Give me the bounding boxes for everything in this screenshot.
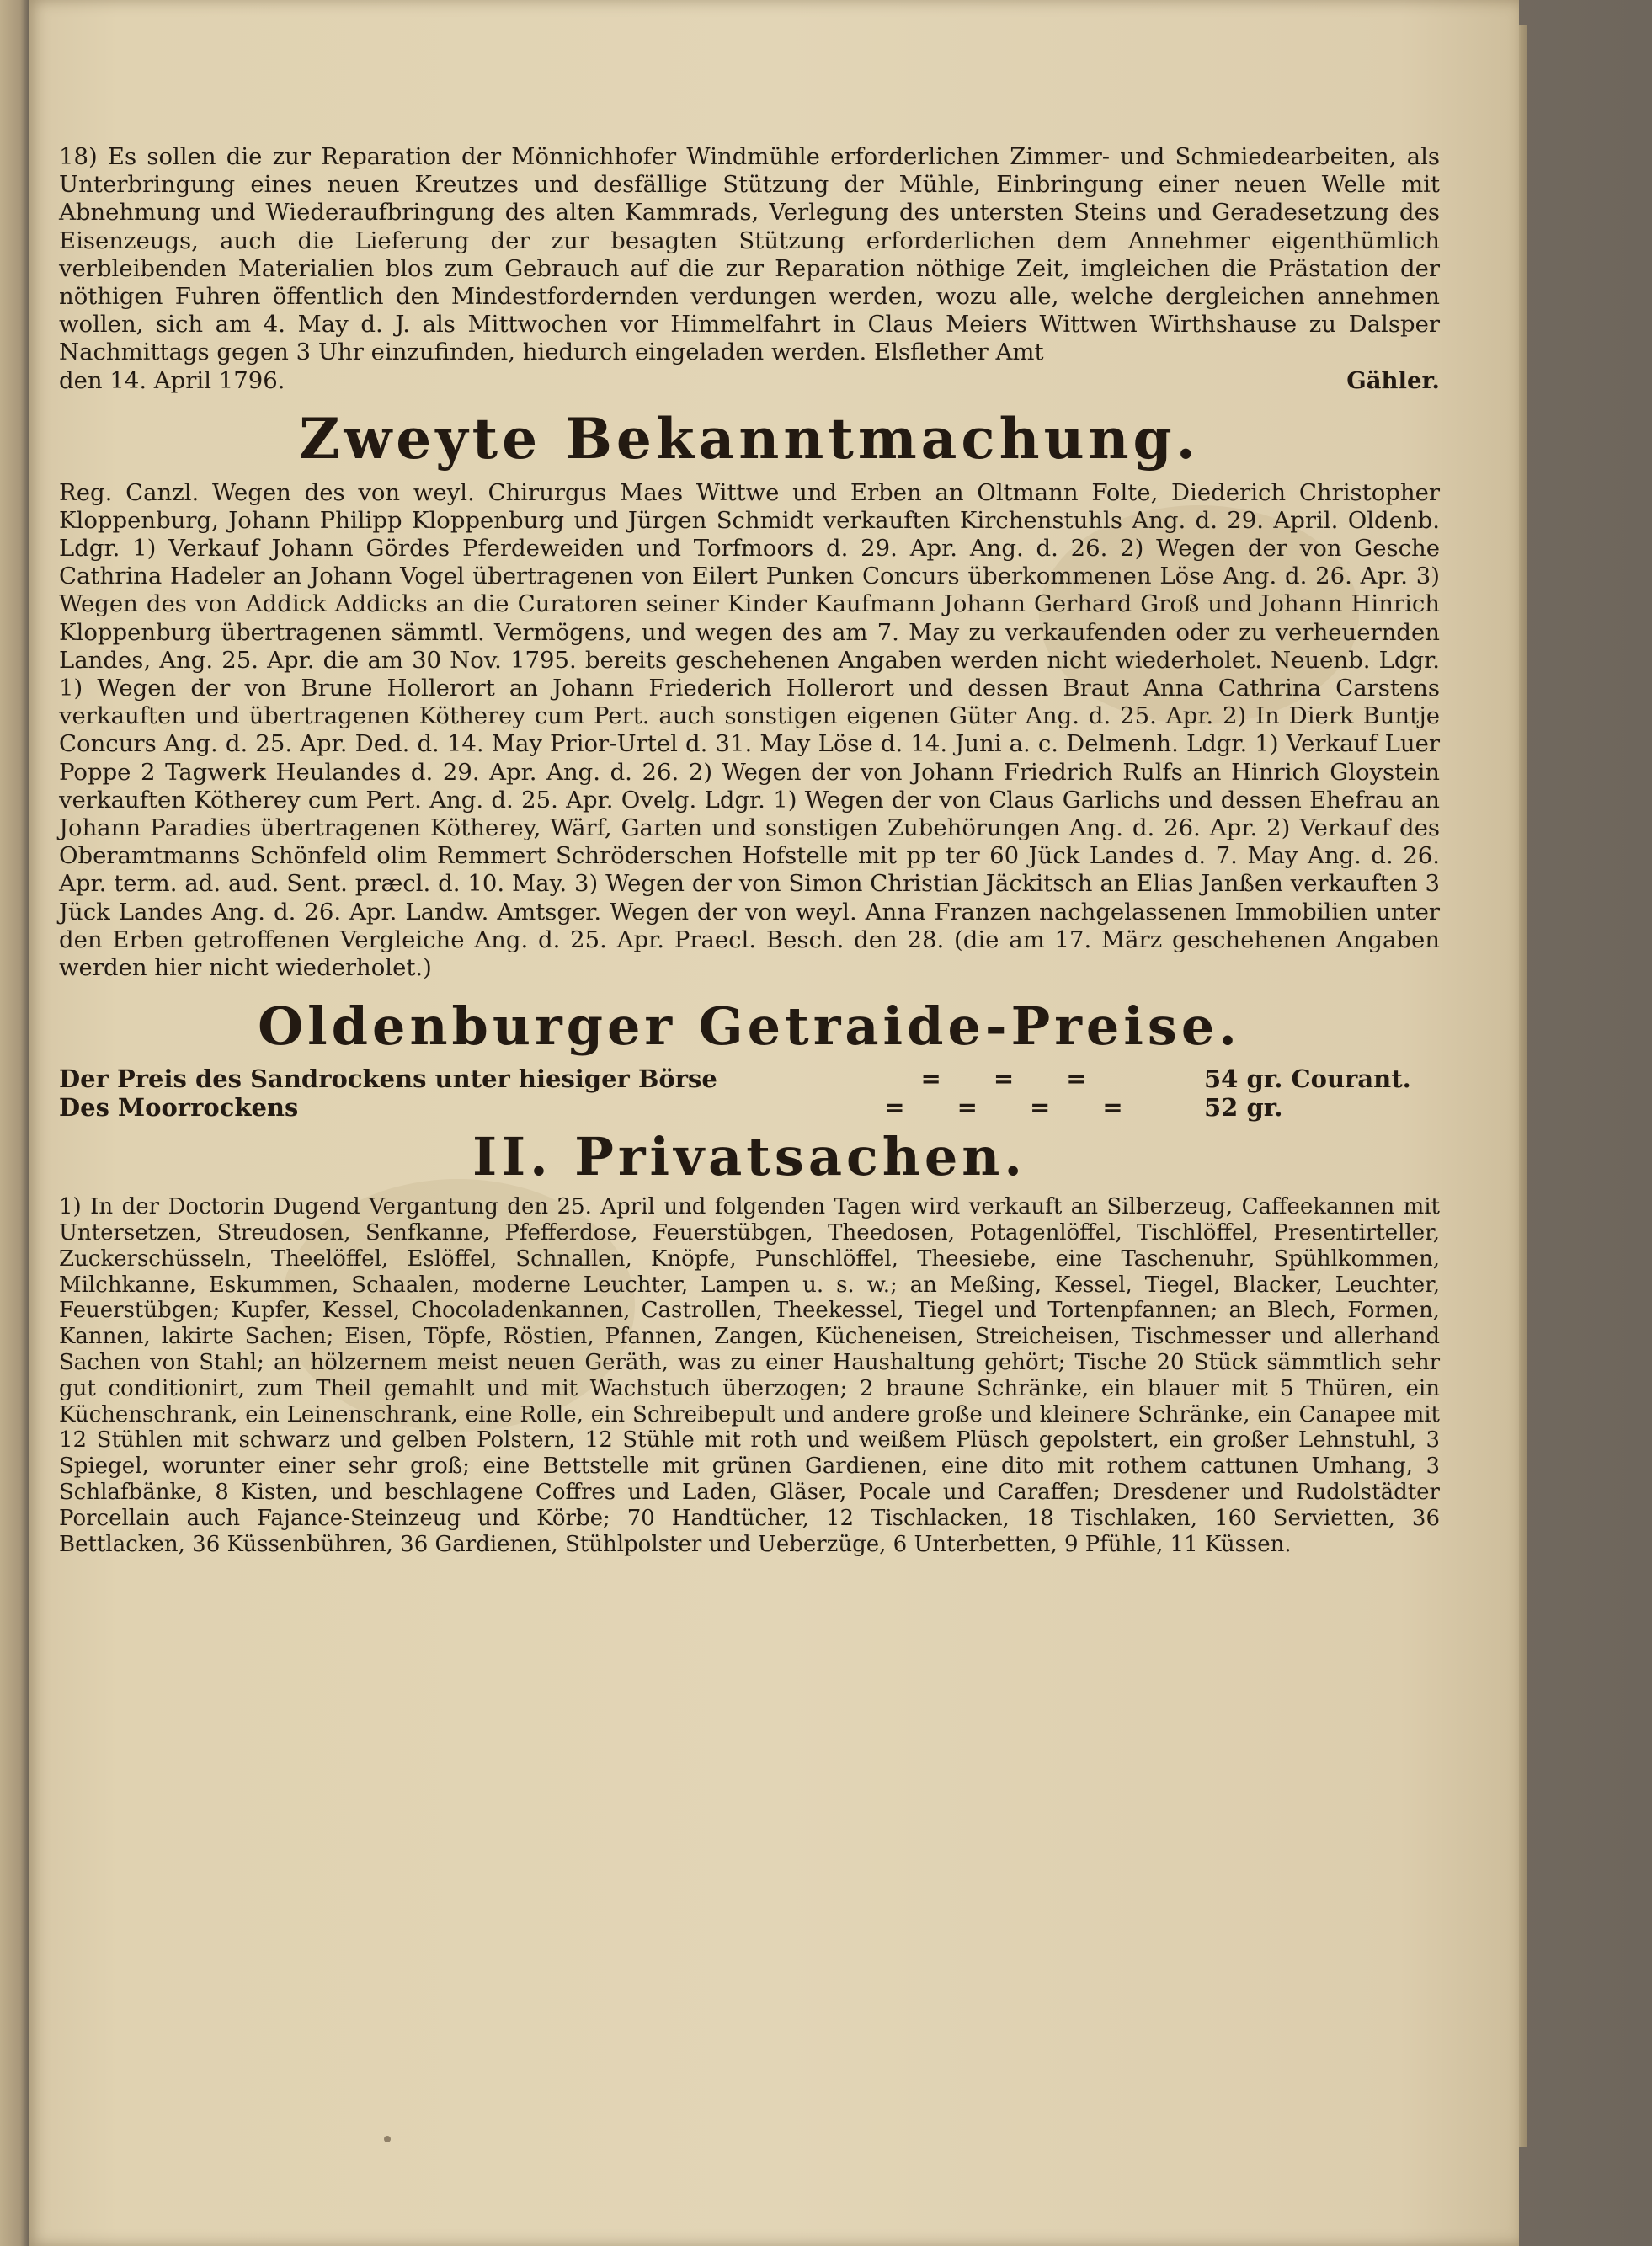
grain-price-value: 54 gr. Courant. bbox=[1204, 1064, 1411, 1094]
second-notice-text: Reg. Canzl. Wegen des von weyl. Chirurgus Maes Wittwe und Erben an Oltmann Folte, Diederich Christopher Kloppenburg, Johann Philipp Kloppenburg und Jürgen Schmidt verkauften Kirchenstuhls Ang. d. 29. April. Oldenb. Ldgr. 1) Verkauf Johann Gördes Pferdeweiden und Torfmoors d. 29. Apr. Ang. d. 26. 2) Wegen der von Gesche Cathrina Hadeler an Johann Vogel übertragenen von Eilert Punken Concurs überkommenen Löse Ang. d. 26. Apr. 3) Wegen des von Addick Addicks an die Curatoren seiner Kinder Kaufmann Johann Gerhard Groß und Johann Hinrich Kloppenburg übertragenen sämmtl. Vermögens, und wegen des am 7. May zu verkaufenden oder zu verheuernden Landes, Ang. 25. Apr. die am 30 Nov. 1795. bereits geschehenen Angaben werden nicht wiederholet. Neuenb. Ldgr. 1) Wegen der von Brune Hollerort an Johann Friederich Hollerort und dessen Braut Anna Cathrina Carstens verkauften und übertragenen Kötherey cum Pert. auch sonstigen eigenen Güter Ang. d. 25. Apr. 2) In Dierk Buntje Concurs Ang. d. 25. Apr. Ded. d. 14. May Prior-Urtel d. 31. May Löse d. 14. Juni a. c. Delmenh. Ldgr. 1) Verkauf Luer Poppe 2 Tagwerk Heulandes d. 29. Apr. Ang. d. 26. 2) Wegen der von Johann Friedrich Rulfs an Hinrich Gloystein verkauften Kötherey cum Pert. Ang. d. 25. Apr. Ovelg. Ldgr. 1) Wegen der von Claus Garlichs und dessen Ehefrau an Johann Paradies übertragenen Kötherey, Wärf, Garten und sonstigen Zubehörungen Ang. d. 26. Apr. 2) Verkauf des Oberamtmanns Schönfeld olim Remmert Schröderschen Hofstelle mit pp ter 60 Jück Landes d. 7. May Ang. d. 26. Apr. term. ad. aud. Sent. præcl. d. 10. May. 3) Wegen der von Simon Christian Jäckitsch an Elias Janßen verkauften 3 Jück Landes Ang. d. 26. Apr. Landw. Amtsger. Wegen der von weyl. Anna Franzen nachgelassenen Immobilien unter den Erben getroffenen Vergleiche Ang. d. 25. Apr. Praecl. Besch. den 28. (die am 17. März geschehenen Angaben werden hier nicht wiederholet.) bbox=[59, 478, 1440, 982]
private-notice-text: 1) In der Doctorin Dugend Vergantung den 25. April und folgenden Tagen wird verkauft an Silberzeug, Caffeekannen mit Untersetzen, Streudosen, Senfkanne, Pfefferdose, Feuerstübgen, Theedosen, Potagenlöffel, Tischlöffel, Presentirteller, Zuckerschüsseln, Theelöffel, Eslöffel, Schnallen, Knöpfe, Punschlöffel, Theesiebe, eine Taschenuhr, Spühlkommen, Milchkanne, Eskummen, Schaalen, moderne Leuchter, Lampen u. s. w.; an Meßing, Kessel, Tiegel, Blacker, Leuchter, Feuerstübgen; Kupfer, Kessel, Chocoladenkannen, Castrollen, Theekessel, Tiegel und Tortenpfannen; an Blech, Formen, Kannen, lakirte Sachen; Eisen, Töpfe, Röstien, Pfannen, Zangen, Kücheneisen, Streicheisen, Tischmesser und allerhand Sachen von Stahl; an hölzernem meist neuen Geräth, was zu einer Haushaltung gehört; Tische 20 Stück sämmtlich sehr gut conditionirt, zum Theil gemahlt und mit Wachstuch überzogen; 2 braune Schränke, ein blauer mit 5 Thüren, ein Küchenschrank, ein Leinenschrank, eine Rolle, ein Schreibepult und andere große und kleinere Schränke, ein Canapee mit 12 Stühlen mit schwarz und gelben Polstern, 12 Stühle mit roth und weißem Plüsch gepolstert, ein großer Lehnstuhl, 3 Spiegel, worunter einer sehr groß; eine Bettstelle mit grünen Gardienen, eine dito mit rothem cattunen Umhang, 3 Schlafbänke, 8 Kisten, und beschlagene Coffres und Laden, Gläser, Pocale und Caraffen; Dresdener und Rudolstädter Porcellain auch Fajance-Steinzeug und Körbe; 70 Handtücher, 12 Tischlacken, 18 Tischlaken, 160 Servietten, 36 Bettlacken, 36 Küssenbühren, 36 Gardienen, Stühlpolster und Ueberzüge, 6 Unterbetten, 9 Pfühle, 11 Küssen. bbox=[59, 1194, 1440, 1557]
previous-page-edge bbox=[0, 0, 29, 2246]
grain-prices-heading: Oldenburger Getraide-Preise. bbox=[258, 995, 1241, 1058]
page-content bbox=[59, 143, 1440, 1557]
notice-18-signoff bbox=[59, 367, 1440, 395]
second-notice-heading: Zweyte Bekanntmachung. bbox=[299, 405, 1200, 472]
grain-price-label: Des Moorrockens bbox=[59, 1093, 299, 1123]
private-section-heading: II. Privatsachen. bbox=[472, 1126, 1026, 1188]
grain-price-dots: = = = = bbox=[884, 1093, 1145, 1123]
ink-dot bbox=[384, 2136, 391, 2142]
grain-price-dots: = = = bbox=[920, 1064, 1109, 1094]
grain-price-label: Der Preis des Sandrockens unter hiesiger Börse bbox=[59, 1064, 717, 1094]
grain-price-value: 52 gr. bbox=[1204, 1093, 1283, 1123]
grain-price-row bbox=[59, 1093, 1440, 1122]
notice-18-date: den 14. April 1796. bbox=[59, 366, 285, 394]
notice-18-signature: Gähler. bbox=[1346, 366, 1440, 394]
grain-price-row bbox=[59, 1064, 1440, 1093]
notice-18-text: 18) Es sollen die zur Reparation der Mönnichhofer Windmühle erforderlichen Zimmer- und Schmiedearbeiten, als Unterbringung eines neuen Kreutzes und desfällige Stützung der Mühle, Einbringung einer neuen Welle mit Abnehmung und Wiederaufbringung des alten Kammrads, Verlegung des untersten Steins und Geradesetzung des Eisenzeugs, auch die Lieferung der zur besagten Stützung erforderlichen dem Annehmer eigenthümlich verbleibenden Materialien blos zum Gebrauch auf die zur Reparation nöthige Zeit, imgleichen die Prästation der nöthigen Fuhren öffentlich den Mindestfordernden verdungen werden, wozu alle, welche dergleichen annehmen wollen, sich am 4. May d. J. als Mittwochen vor Himmelfahrt in Claus Meiers Wittwen Wirthshause zu Dalsper Nachmittags gegen 3 Uhr einzufinden, hiedurch eingeladen werden. Elsflether Amt bbox=[59, 143, 1440, 366]
